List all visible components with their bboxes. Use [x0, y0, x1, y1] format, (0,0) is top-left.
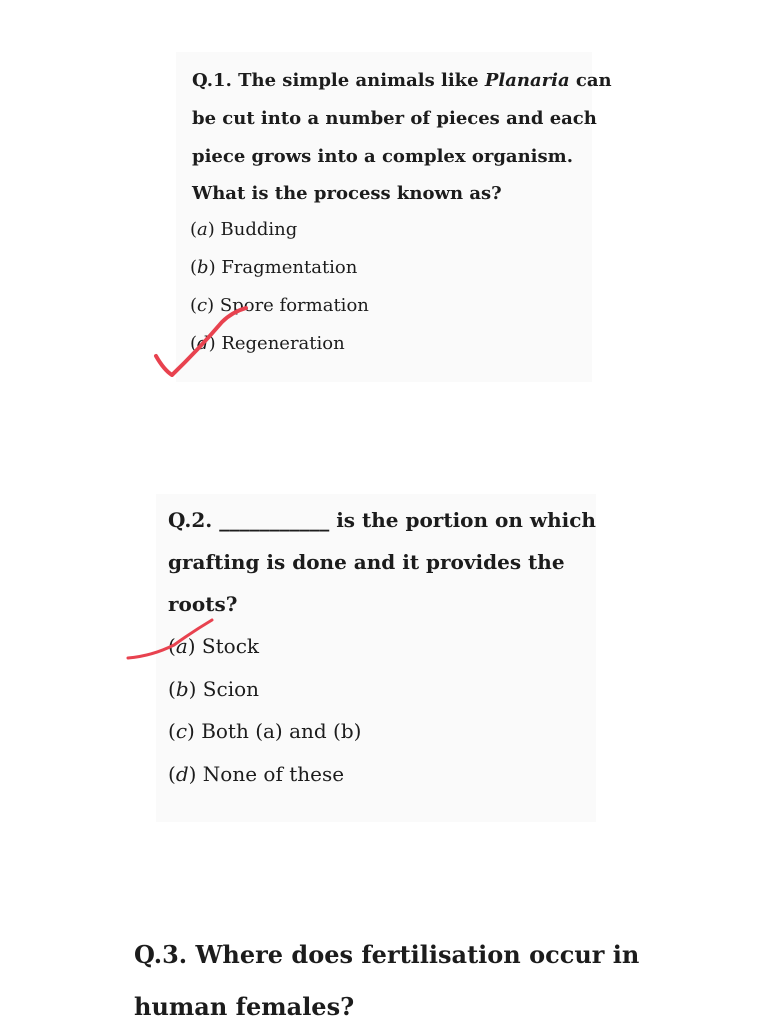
question-2-option-b: (b) Scion: [168, 677, 260, 701]
question-1-line-1: Q.1. The simple animals like Planaria can: [192, 70, 612, 91]
question-2-option-d: (d) None of these: [168, 762, 345, 786]
question-3-line-1: Q.3. Where does fertilisation occur in: [134, 940, 640, 969]
question-2-line-3: roots?: [168, 592, 238, 616]
question-3-line-2: human females?: [134, 992, 355, 1021]
question-2-card: [156, 494, 596, 822]
question-1-card: [176, 52, 612, 382]
question-2-option-a: (a) Stock: [168, 634, 260, 658]
question-1-option-c: (c) Spore formation: [190, 295, 369, 316]
question-1-option-d: (d) Regeneration: [190, 333, 345, 354]
question-2-line-1: Q.2. ___________ is the portion on which: [168, 508, 596, 532]
question-1-option-a: (a) Budding: [190, 219, 298, 240]
question-2-option-c: (c) Both (a) and (b): [168, 719, 362, 743]
question-1-line-3: piece grows into a complex organism.: [192, 146, 573, 167]
question-2-line-2: grafting is done and it provides the: [168, 550, 565, 574]
question-1-line-4: What is the process known as?: [192, 183, 502, 204]
question-1-option-b: (b) Fragmentation: [190, 257, 358, 278]
question-1-line-2: be cut into a number of pieces and each: [192, 108, 597, 129]
